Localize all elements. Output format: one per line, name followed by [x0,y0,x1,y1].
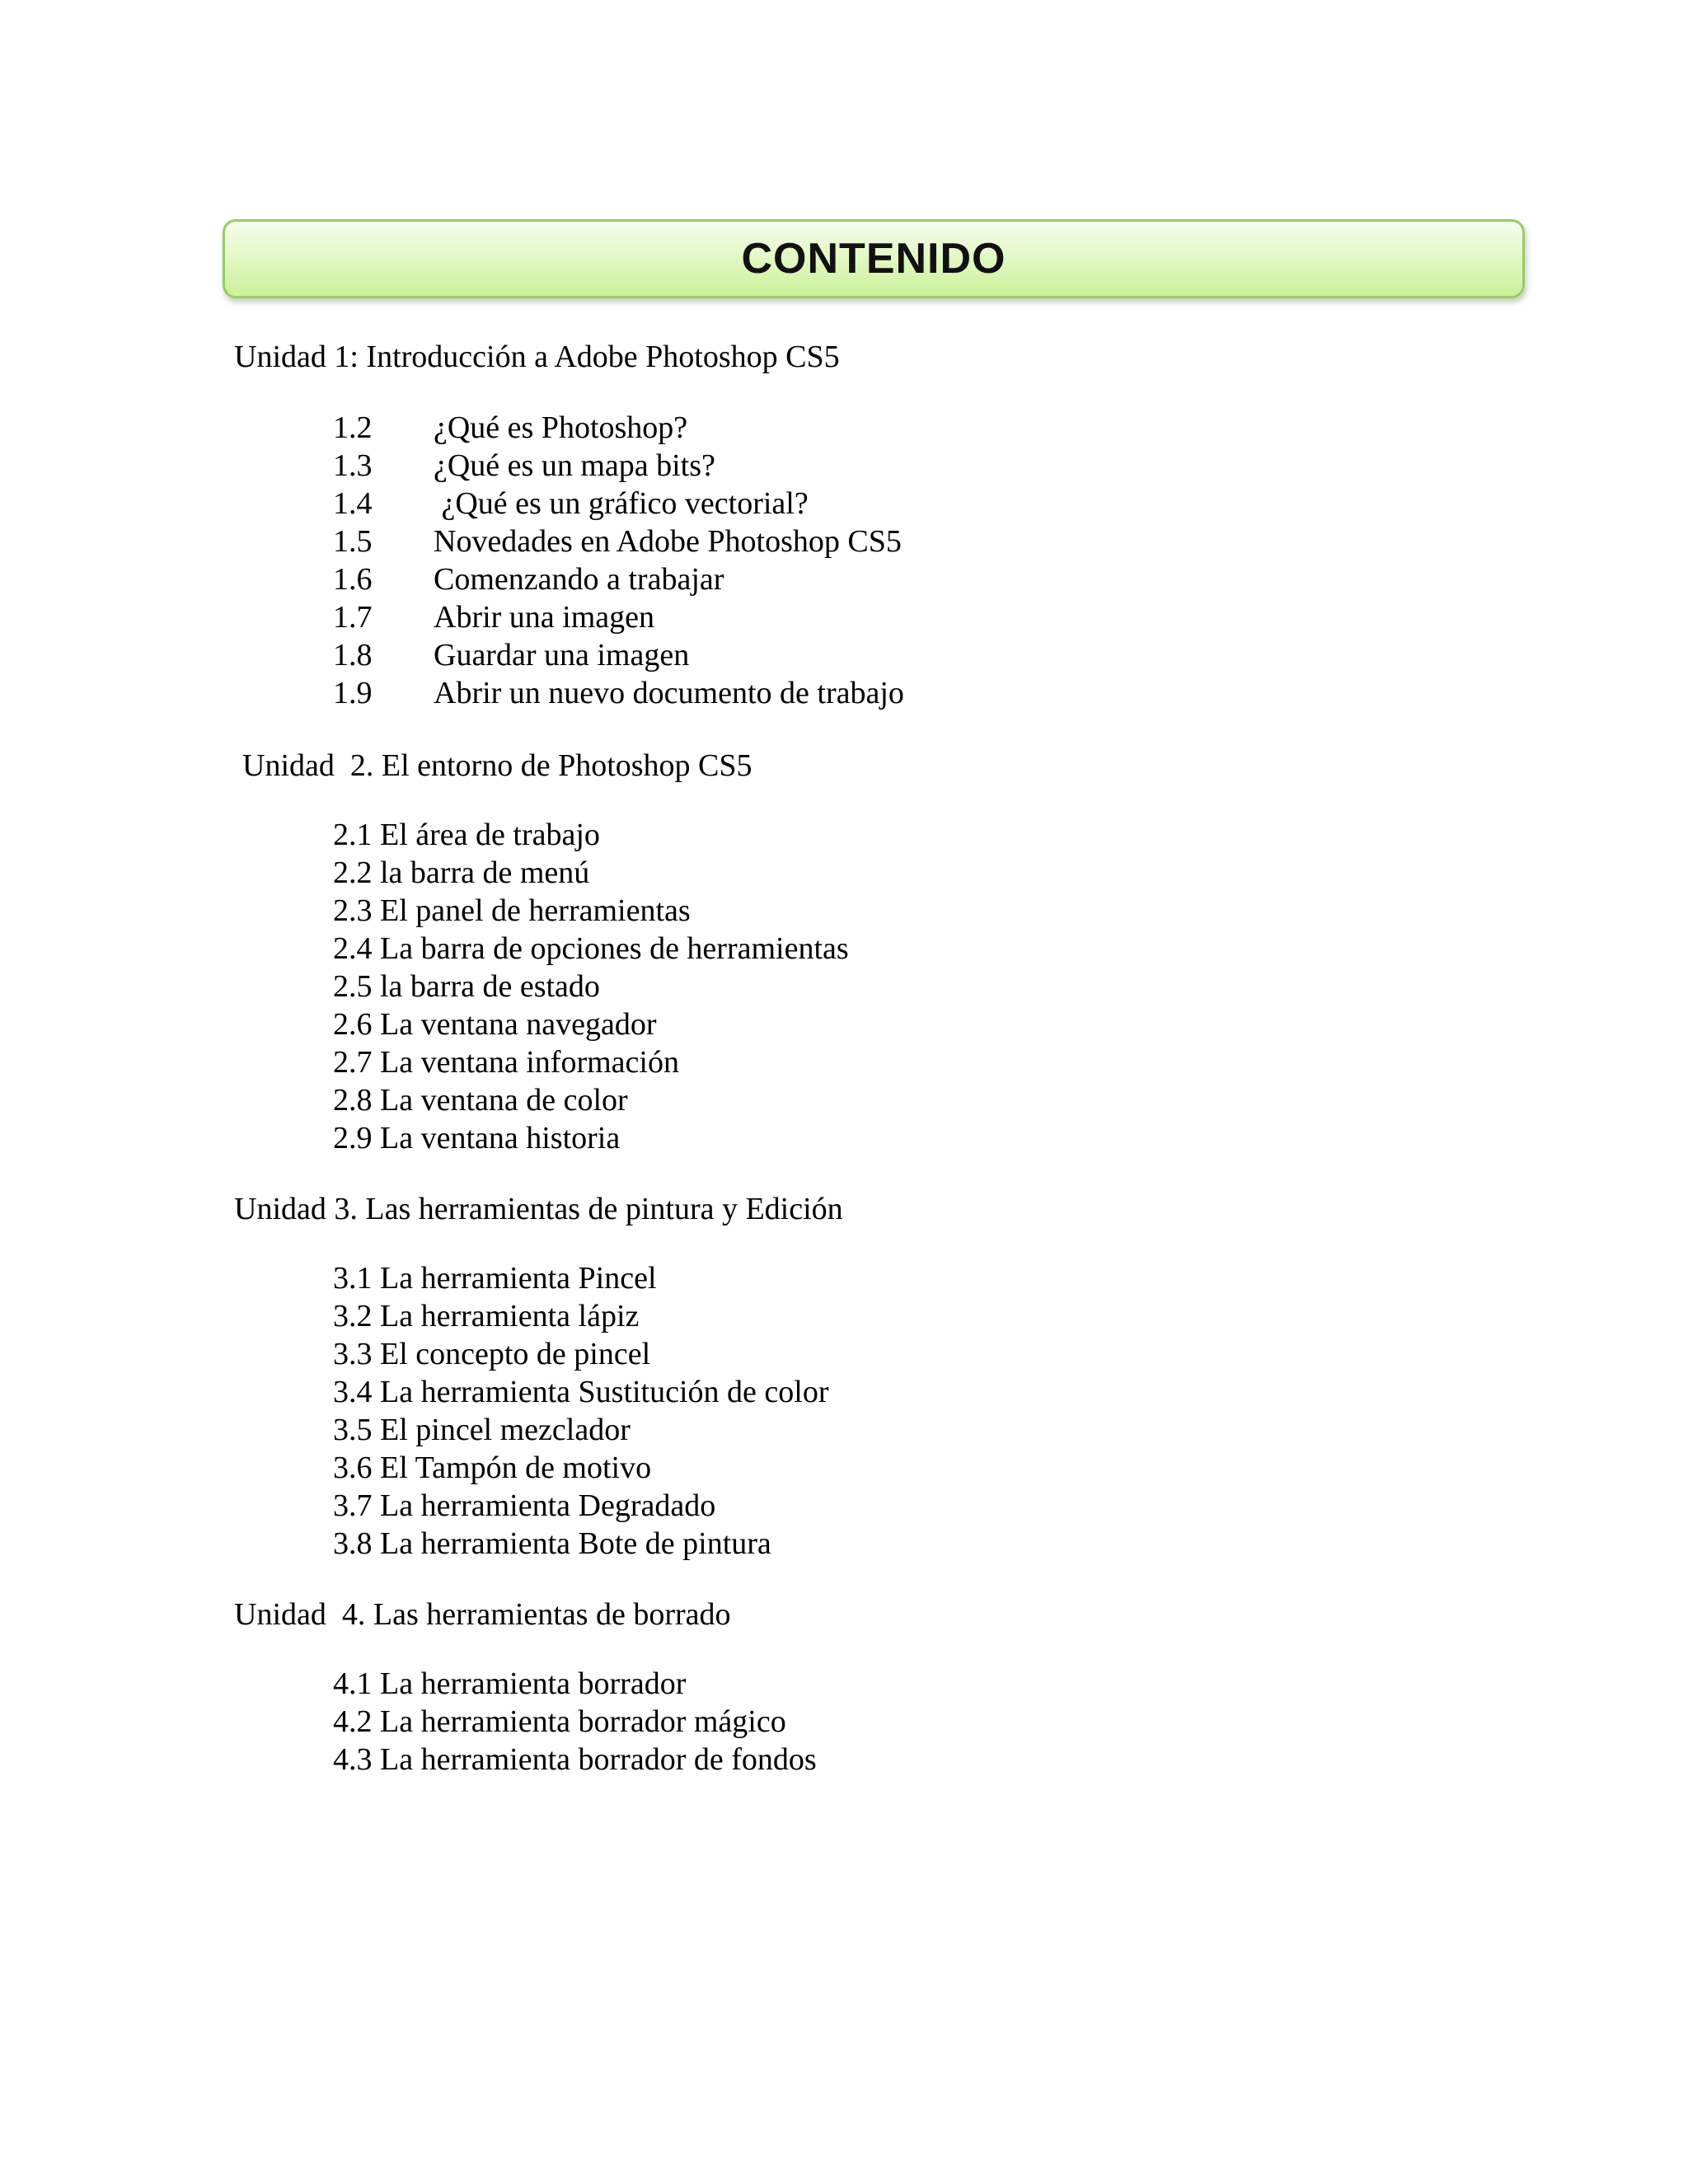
unit-1-item-number: 1.8 [333,638,373,673]
unit-2-item: 2.1 El área de trabajo [333,818,600,852]
unit-3-item: 3.3 El concepto de pincel [333,1337,651,1371]
unit-2-item: 2.6 La ventana navegador [333,1007,657,1042]
unit-3-heading: Unidad 3. Las herramientas de pintura y Edición [234,1192,843,1226]
unit-1-heading: Unidad 1: Introducción a Adobe Photoshop CS5 [234,340,840,374]
unit-1-item-number: 1.7 [333,600,373,635]
unit-2-item: 2.9 La ventana historia [333,1121,621,1155]
unit-2-heading: Unidad 2. El entorno de Photoshop CS5 [242,748,753,783]
unit-4-heading: Unidad 4. Las herramientas de borrado [234,1597,731,1632]
unit-3-item: 3.8 La herramienta Bote de pintura [333,1526,771,1561]
unit-2-item: 2.2 la barra de menú [333,855,590,890]
unit-1-item-text: ¿Qué es Photoshop? [434,410,688,445]
unit-4-item: 4.3 La herramienta borrador de fondos [333,1742,817,1777]
unit-3-item: 3.7 La herramienta Degradado [333,1488,716,1523]
unit-1-item-number: 1.9 [333,676,373,710]
unit-3-item: 3.5 El pincel mezclador [333,1413,631,1447]
page-title: CONTENIDO [741,235,1006,283]
unit-2-item: 2.7 La ventana información [333,1045,679,1080]
unit-2-item: 2.5 la barra de estado [333,969,600,1004]
unit-4-item: 4.2 La herramienta borrador mágico [333,1704,786,1739]
unit-3-item: 3.1 La herramienta Pincel [333,1261,657,1296]
unit-1-item-text: Abrir una imagen [434,600,655,635]
unit-2-item: 2.4 La barra de opciones de herramientas [333,931,849,966]
unit-1-item-number: 1.5 [333,524,373,559]
unit-1-item-number: 1.6 [333,562,373,597]
unit-3-item: 3.4 La herramienta Sustitución de color [333,1375,829,1409]
unit-1-item-text: Guardar una imagen [434,638,690,673]
unit-1-item-text: ¿Qué es un gráfico vectorial? [434,486,809,521]
unit-1-item-text: ¿Qué es un mapa bits? [434,448,715,483]
unit-1-item-number: 1.2 [333,410,373,445]
unit-1-item-text: Novedades en Adobe Photoshop CS5 [434,524,902,559]
unit-1-item-text: Comenzando a trabajar [434,562,724,597]
unit-2-item: 2.3 El panel de herramientas [333,893,691,928]
unit-3-item: 3.6 El Tampón de motivo [333,1451,652,1485]
unit-4-item: 4.1 La herramienta borrador [333,1666,687,1701]
unit-1-item-number: 1.3 [333,448,373,483]
unit-1-item-text: Abrir un nuevo documento de trabajo [434,676,904,710]
unit-1-item-number: 1.4 [333,486,373,521]
unit-3-item: 3.2 La herramienta lápiz [333,1299,640,1333]
title-banner [223,219,1525,298]
unit-2-item: 2.8 La ventana de color [333,1083,628,1118]
